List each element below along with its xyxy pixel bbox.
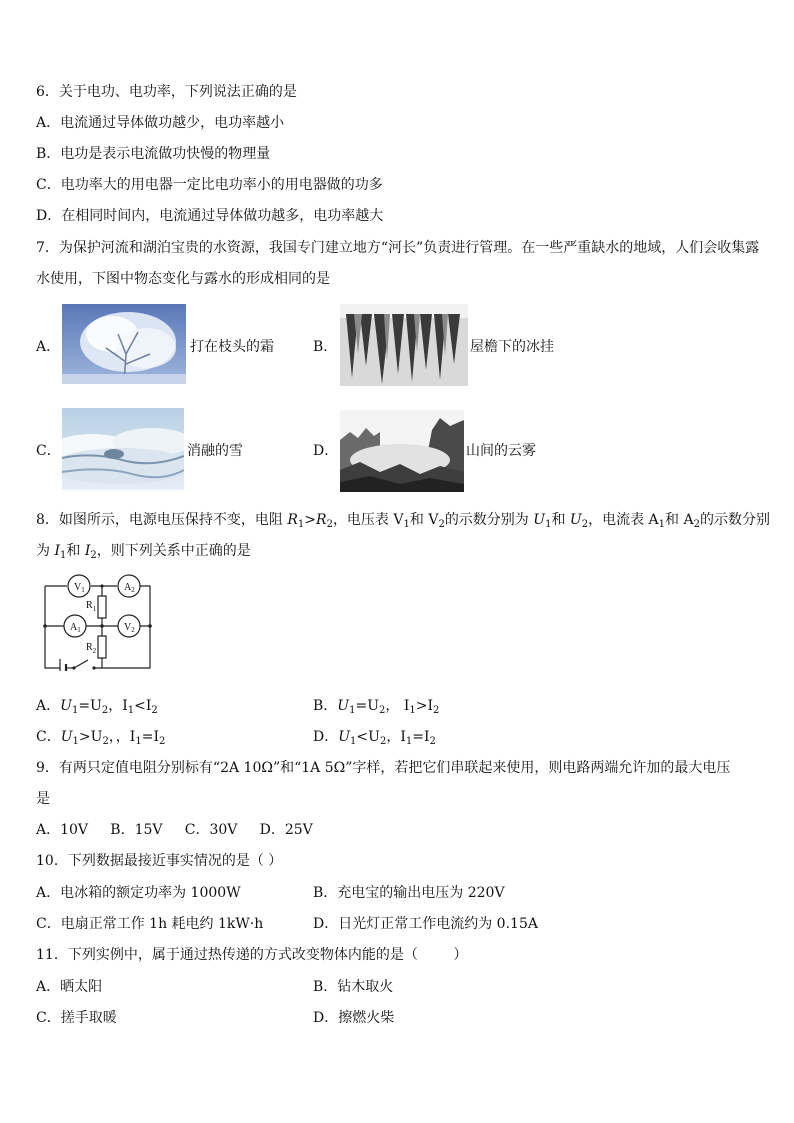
- q8-stem-line1: 8．如图所示，电源电压保持不变，电阻 $R_1>R_2$，电压表 $V_1$和 $V_2$的示数分别为 $U_1$和 $U_2$，电流表 $A_1$和 $A_2$的示数分别: [36, 512, 770, 530]
- q7-stem-line1: 7．为保护河流和湖泊宝贵的水资源，我国专门建立地方“河长”负责进行管理。在一些严重缺水的地域，人们会收集露: [36, 240, 760, 256]
- svg-text:V2: $V_2$: [124, 622, 135, 634]
- q11-option-b: B．钻木取火: [313, 979, 394, 995]
- q10-option-b: B．充电宝的输出电压为 220V: [313, 885, 505, 901]
- q8-option-c: C．$U_1>U_2$，，$I_1=I_2$: [36, 729, 166, 747]
- q9-options: A．10V B．15V C．30V D．25V: [36, 822, 313, 838]
- mountain-fog-image: [340, 410, 464, 492]
- q6-option-b: B．电功是表示电流做功快慢的物理量: [36, 146, 271, 162]
- q7-stem-line2: 水使用，下图中物态变化与露水的形成相同的是: [36, 271, 330, 287]
- q7-option-d-caption: 山间的云雾: [466, 443, 536, 459]
- q7-option-c-caption: 消融的雪: [187, 443, 243, 459]
- q6-option-c: C．电功率大的用电器一定比电功率小的用电器做的功多: [36, 177, 383, 193]
- melting-snow-image: [62, 408, 184, 490]
- q11-option-a: A．晒太阳: [36, 979, 103, 995]
- q7-option-c-label: C．: [36, 443, 61, 459]
- frost-branch-image: [62, 304, 186, 384]
- q10-stem: 10．下列数据最接近事实情况的是（ ）: [36, 853, 283, 869]
- svg-text:A2: $A_2$: [124, 582, 135, 594]
- q7-option-b-caption: 屋檐下的冰挂: [470, 339, 554, 355]
- q7-option-d-label: D．: [313, 443, 339, 459]
- q7-option-b-label: B．: [313, 339, 338, 355]
- svg-text:A1: $A_1$: [70, 622, 81, 634]
- q6-option-a: A．电流通过导体做功越少，电功率越小: [36, 115, 285, 131]
- q6-stem: 6．关于电功、电功率，下列说法正确的是: [36, 84, 297, 100]
- q10-option-c: C．电扇正常工作 1h 耗电约 1kW·h: [36, 916, 264, 932]
- q10-option-d: D．日光灯正常工作电流约为 0.15A: [313, 916, 538, 932]
- q9-stem-line1: 9．有两只定值电阻分别标有“2A 10Ω”和“1A 5Ω”字样，若把它们串联起来使用，则电路两端允许加的最大电压: [36, 760, 731, 776]
- circuit-diagram: [38, 574, 156, 672]
- q11-stem: 11．下列实例中，属于通过热传递的方式改变物体内能的是（ ）: [36, 947, 468, 963]
- q8-option-d: D．$U_1<U_2$，$I_1=I_2$: [313, 729, 436, 747]
- q10-option-a: A．电冰箱的额定功率为 1000W: [36, 885, 241, 901]
- q6-option-d: D．在相同时间内，电流通过导体做功越多，电功率越大: [36, 208, 384, 224]
- q11-option-c: C．搓手取暖: [36, 1010, 117, 1026]
- q8-option-b: B．$U_1=U_2$， $I_1>I_2$: [313, 698, 440, 716]
- q8-stem-line2: 为 $I_1$和 $I_2$，则下列关系中正确的是: [36, 543, 251, 561]
- svg-text:V1: $V_1$: [74, 582, 85, 594]
- svg-text:R1: $R_1$: [86, 600, 97, 613]
- q7-option-a-label: A．: [36, 339, 61, 355]
- q8-option-a: A．$U_1=U_2$，$I_1<I_2$: [36, 698, 158, 716]
- q7-option-a-caption: 打在枝头的霜: [190, 339, 274, 355]
- q9-stem-line2: 是: [36, 791, 50, 807]
- svg-text:R2: $R_2$: [86, 642, 97, 655]
- q11-option-d: D．擦燃火柴: [313, 1010, 395, 1026]
- icicles-image: [340, 304, 468, 386]
